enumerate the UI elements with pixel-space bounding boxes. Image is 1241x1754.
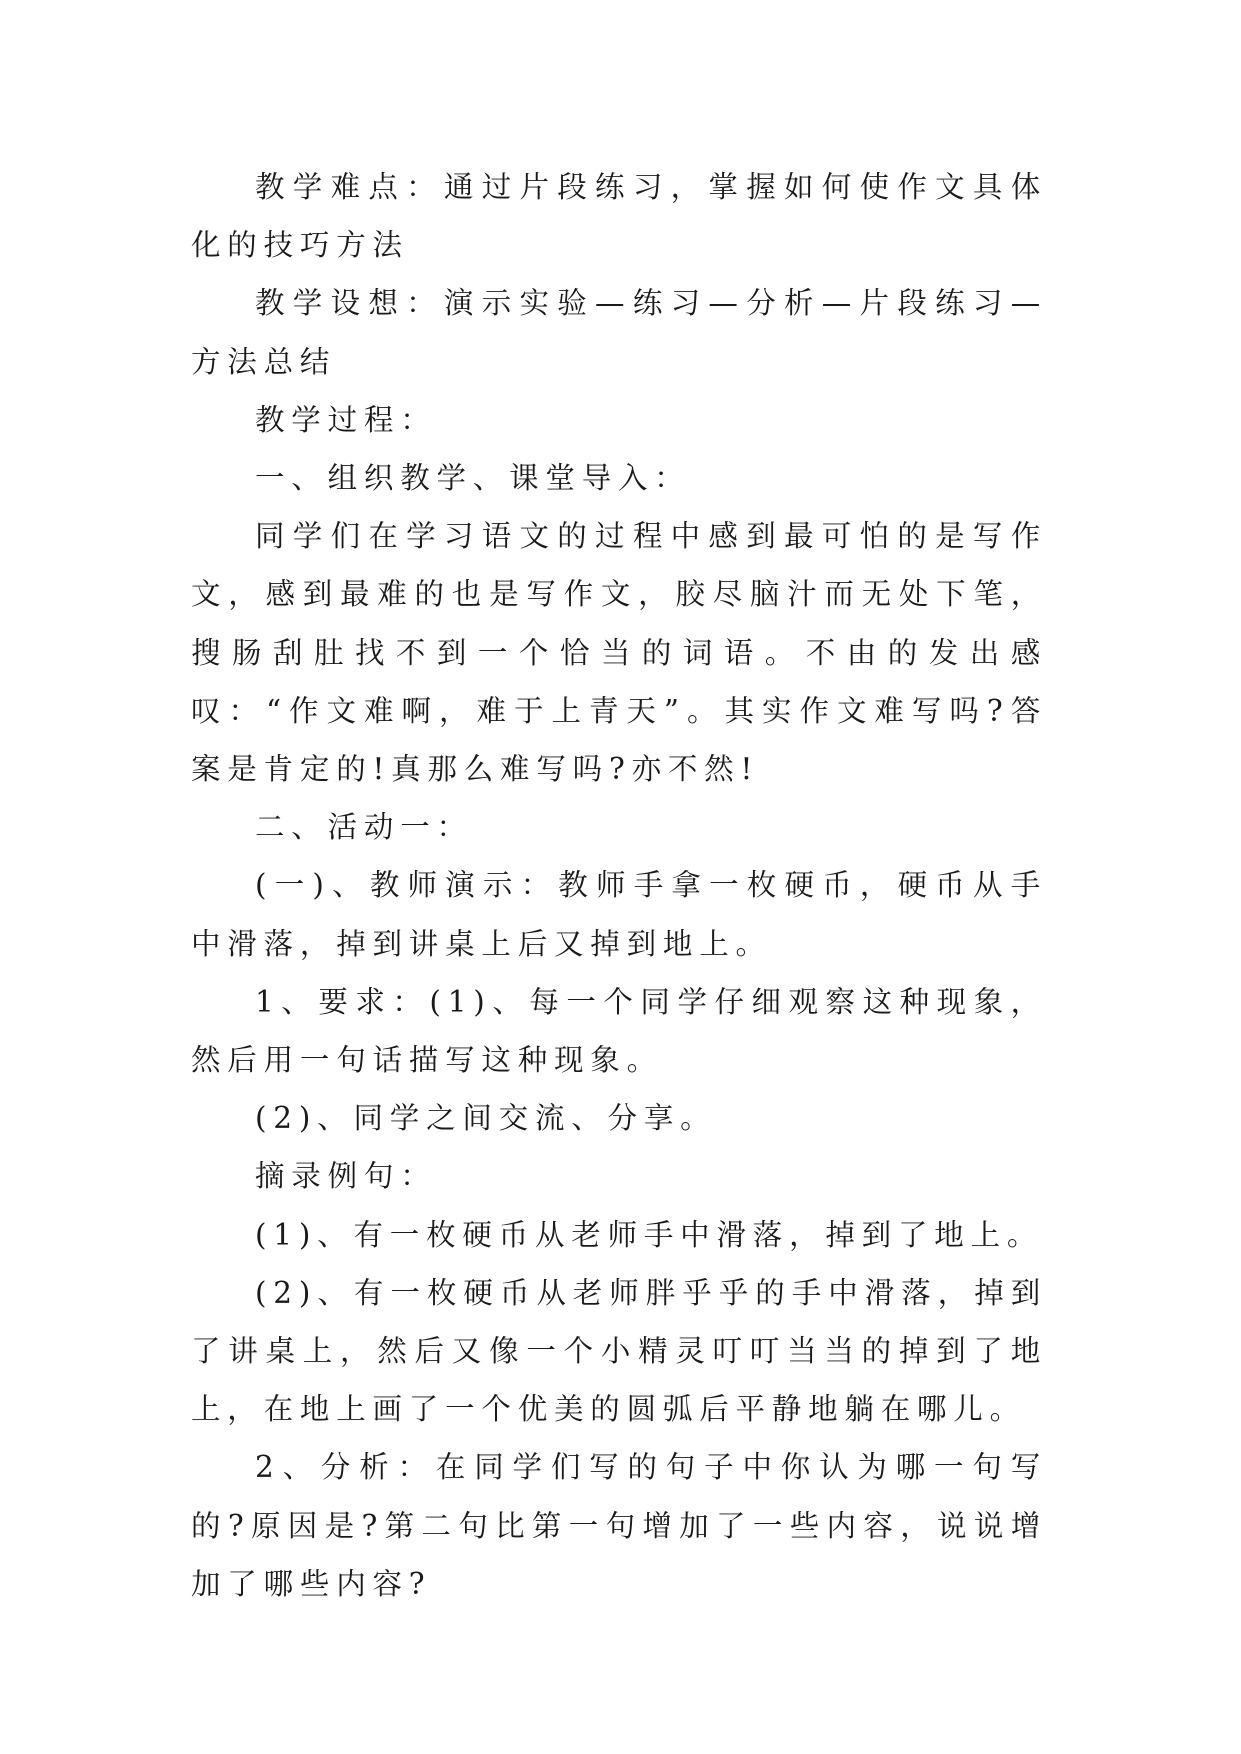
document-page bbox=[191, 158, 1047, 1613]
paragraph-demo: (一)、教师演示：教师手拿一枚硬币，硬币从手中滑落，掉到讲桌上后又掉到地上。 bbox=[191, 868, 1047, 961]
paragraph-design: 教学设想：演示实验—练习—分析—片段练习—方法总结 bbox=[191, 286, 1047, 379]
paragraph-process-heading: 教学过程： bbox=[255, 402, 437, 437]
section-heading-one: 一、组织教学、课堂导入： bbox=[255, 461, 691, 496]
paragraph-examples-heading: 摘录例句： bbox=[255, 1159, 437, 1194]
section-heading-two: 二、活动一： bbox=[255, 810, 473, 845]
paragraph-difficulty: 教学难点：通过片段练习，掌握如何使作文具体化的技巧方法 bbox=[191, 170, 1047, 263]
paragraph-analysis: 2、分析：在同学们写的句子中你认为哪一句写的?原因是?第二句比第一句增加了一些内容，说说增加了哪些内容? bbox=[191, 1450, 1047, 1601]
paragraph-example-one: (1)、有一枚硬币从老师手中滑落，掉到了地上。 bbox=[255, 1217, 1044, 1252]
paragraph-introduction: 同学们在学习语文的过程中感到最可怕的是写作文，感到最难的也是写作文，胶尽脑汁而无处下笔，搜肠刮肚找不到一个恰当的词语。不由的发出感叹：“作文难啊，难于上青天”。其实作文难写吗?答案是肯定的!真那么难写吗?亦不然! bbox=[191, 519, 1047, 787]
paragraph-requirement: 1、要求：(1)、每一个同学仔细观察这种现象，然后用一句话描写这种现象。 bbox=[191, 984, 1047, 1078]
paragraph-exchange: (2)、同学之间交流、分享。 bbox=[255, 1101, 717, 1136]
paragraph-example-two: (2)、有一枚硬币从老师胖乎乎的手中滑落，掉到了讲桌上，然后又像一个小精灵叮叮当当的掉到了地上，在地上画了一个优美的圆弧后平静地躺在哪儿。 bbox=[191, 1275, 1047, 1427]
